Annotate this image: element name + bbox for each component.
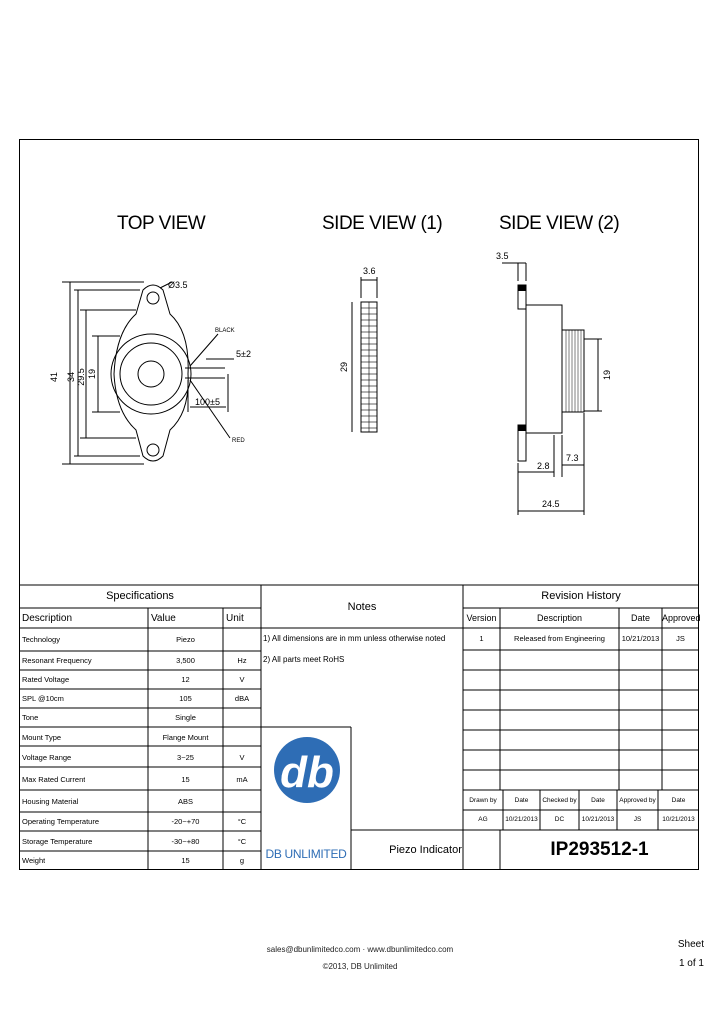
dim-19-side-label: 19 — [602, 369, 612, 381]
spec-row-7-value: 15 — [181, 775, 190, 784]
spec-row-3-unit: dBA — [234, 694, 250, 703]
black-wire-label: BLACK — [215, 328, 235, 334]
spec-row-5-description: Mount Type — [22, 733, 62, 742]
part-name: Piezo Indicator — [389, 844, 462, 856]
revision-title: Revision History — [541, 590, 621, 602]
signoff-approved-date: 10/21/2013 — [662, 816, 695, 823]
signoff-header-date-2: Date — [591, 797, 605, 804]
spec-row-2-value: 12 — [181, 675, 190, 684]
dim-hole-label: Ø3.5 — [168, 280, 188, 290]
spec-row-8-description: Housing Material — [22, 797, 79, 806]
spec-row-10-value: -30~+80 — [171, 837, 200, 846]
spec-row-7-unit: mA — [236, 775, 248, 784]
revision-row-0-date: 10/21/2013 — [621, 634, 660, 643]
part-number: IP293512-1 — [550, 839, 649, 860]
spec-row-3-value: 105 — [179, 694, 192, 703]
signoff-checked-by: DC — [554, 816, 565, 823]
spec-row-0-description: Technology — [22, 635, 60, 644]
spec-row-9-value: -20~+70 — [171, 817, 200, 826]
spec-row-4-value: Single — [175, 713, 196, 722]
revision-header-description: Description — [536, 613, 583, 623]
sheet-label: Sheet — [677, 939, 704, 950]
sheet-value: 1 of 1 — [678, 958, 704, 969]
dim-24-5-label: 24.5 — [542, 499, 560, 509]
revision-header-approved: Approved — [662, 613, 701, 623]
dim-wire-strip-label: 5±2 — [236, 349, 251, 359]
signoff-header-drawn-by: Drawn by — [469, 797, 497, 804]
signoff-header-date-3: Date — [671, 797, 686, 804]
revision-row-0-approved: JS — [676, 634, 685, 643]
spec-row-1-unit: Hz — [237, 656, 247, 665]
dim-3-5-label: 3.5 — [496, 251, 509, 261]
signoff-header-checked-by: Checked by — [542, 797, 577, 804]
notes-title: Notes — [347, 601, 377, 613]
revision-row-0-version: 1 — [479, 634, 484, 643]
signoff-header-date-1: Date — [514, 797, 529, 804]
signoff-drawn-by: AG — [478, 816, 488, 823]
revision-header-date: Date — [630, 613, 650, 623]
spec-row-6-description: Voltage Range — [22, 753, 72, 762]
spec-row-9-unit: °C — [237, 817, 247, 826]
specs-header-description: Description — [22, 613, 73, 624]
note-2: 2) All parts meet RoHS — [263, 655, 345, 664]
revision-row-0-description: Released from Engineering — [514, 634, 605, 643]
signoff-drawn-date: 10/21/2013 — [505, 816, 538, 823]
spec-row-11-value: 15 — [181, 856, 190, 865]
spec-row-10-description: Storage Temperature — [22, 837, 93, 846]
side-view-1-title: SIDE VIEW (1) — [322, 213, 443, 234]
signoff-header-approved-by: Approved by — [619, 797, 656, 804]
footer-copyright: ©2013, DB Unlimited — [322, 962, 398, 971]
dim-34-label: 34 — [66, 371, 76, 383]
red-wire-label: RED — [232, 438, 245, 444]
dim-7-3-label: 7.3 — [566, 453, 579, 463]
spec-row-10-unit: °C — [237, 837, 247, 846]
logo-monogram: db — [280, 748, 334, 797]
spec-row-9-description: Operating Temperature — [22, 817, 99, 826]
spec-row-7-description: Max Rated Current — [22, 775, 86, 784]
logo-block — [261, 727, 351, 870]
revision-header-version: Version — [466, 613, 497, 623]
spec-row-5-value: Flange Mount — [162, 733, 209, 742]
dim-29-label: 29 — [339, 361, 349, 373]
spec-row-2-description: Rated Voltage — [22, 675, 70, 684]
spec-row-4-description: Tone — [22, 713, 39, 722]
logo-text: DB UNLIMITED — [265, 847, 347, 861]
specs-header-value: Value — [151, 613, 176, 624]
spec-row-6-value: 3~25 — [177, 753, 194, 762]
spec-row-11-description: Weight — [22, 856, 46, 865]
side-view-2-title: SIDE VIEW (2) — [499, 213, 620, 234]
dim-41-label: 41 — [49, 371, 59, 383]
spec-row-2-unit: V — [239, 675, 245, 684]
specs-header-unit: Unit — [226, 613, 244, 624]
spec-row-3-description: SPL @10cm — [22, 694, 64, 703]
signoff-approved-by: JS — [633, 816, 642, 823]
dim-wire-length-label: 100±5 — [195, 397, 220, 407]
spec-row-8-value: ABS — [177, 797, 193, 806]
dim-19-label: 19 — [87, 368, 97, 380]
top-view-title: TOP VIEW — [117, 213, 206, 234]
spec-row-11-unit: g — [239, 856, 245, 865]
spec-row-1-value: 3,500 — [176, 656, 195, 665]
footer-contact: sales@dbunlimitedco.com · www.dbunlimitedco.com — [266, 945, 454, 954]
spec-row-0-value: Piezo — [176, 635, 195, 644]
spec-row-1-description: Resonant Frequency — [22, 656, 92, 665]
spec-row-6-unit: V — [239, 753, 245, 762]
note-1: 1) All dimensions are in mm unless otherwise noted — [263, 634, 446, 643]
specs-title: Specifications — [106, 590, 174, 602]
dim-3-6-label: 3.6 — [363, 266, 376, 276]
dim-29-5-label: 29.5 — [76, 368, 86, 386]
dim-2-8-label: 2.8 — [537, 461, 550, 471]
signoff-checked-date: 10/21/2013 — [581, 816, 615, 823]
